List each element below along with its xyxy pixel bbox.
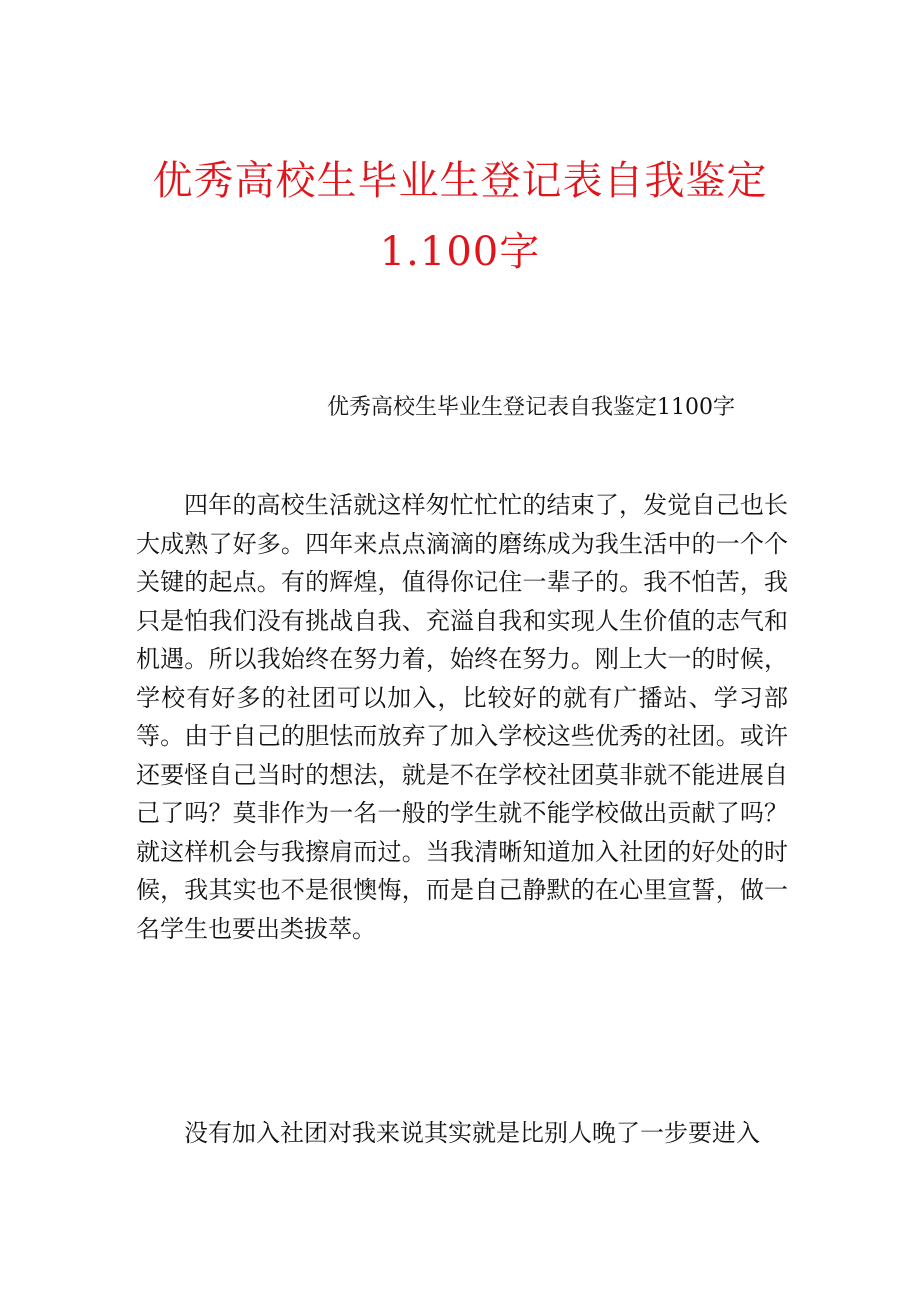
document-title-line-2: 1.100字 — [379, 229, 541, 275]
body-paragraph-1: 四年的高校生活就这样匆忙忙忙的结束了，发觉自己也长大成熟了好多。四年来点点滴滴的磨练成为我生活中的一个个关键的起点。有的辉煌，值得你记住一辈子的。我不怕苦，我只是怕我们没有挑战自我、充溢自我和实现人生价值的志气和机遇。所以我始终在努力着，始终在努力。刚上大一的时候，学校有好多的社团可以加入，比较好的就有广播站、学习部等。由于自己的胆怯而放弃了加入学校这些优秀的社团。或许还要怪自己当时的想法，就是不在学校社团莫非就不能进展自己了吗？莫非作为一名一般的学生就不能学校做出贡献了吗？就这样机会与我擦肩而过。当我清晰知道加入社团的好处的时候，我其实也不是很懊悔，而是自己静默的在心里宣誓，做一名学生也要出类拔萃。 — [136, 491, 788, 943]
document-title-line-1: 优秀高校生毕业生登记表自我鉴定 — [152, 158, 768, 204]
body-paragraph-2: 没有加入社团对我来说其实就是比别人晚了一步要进入 — [184, 1119, 760, 1147]
document-subtitle: 优秀高校生毕业生登记表自我鉴定1100字 — [327, 395, 735, 420]
